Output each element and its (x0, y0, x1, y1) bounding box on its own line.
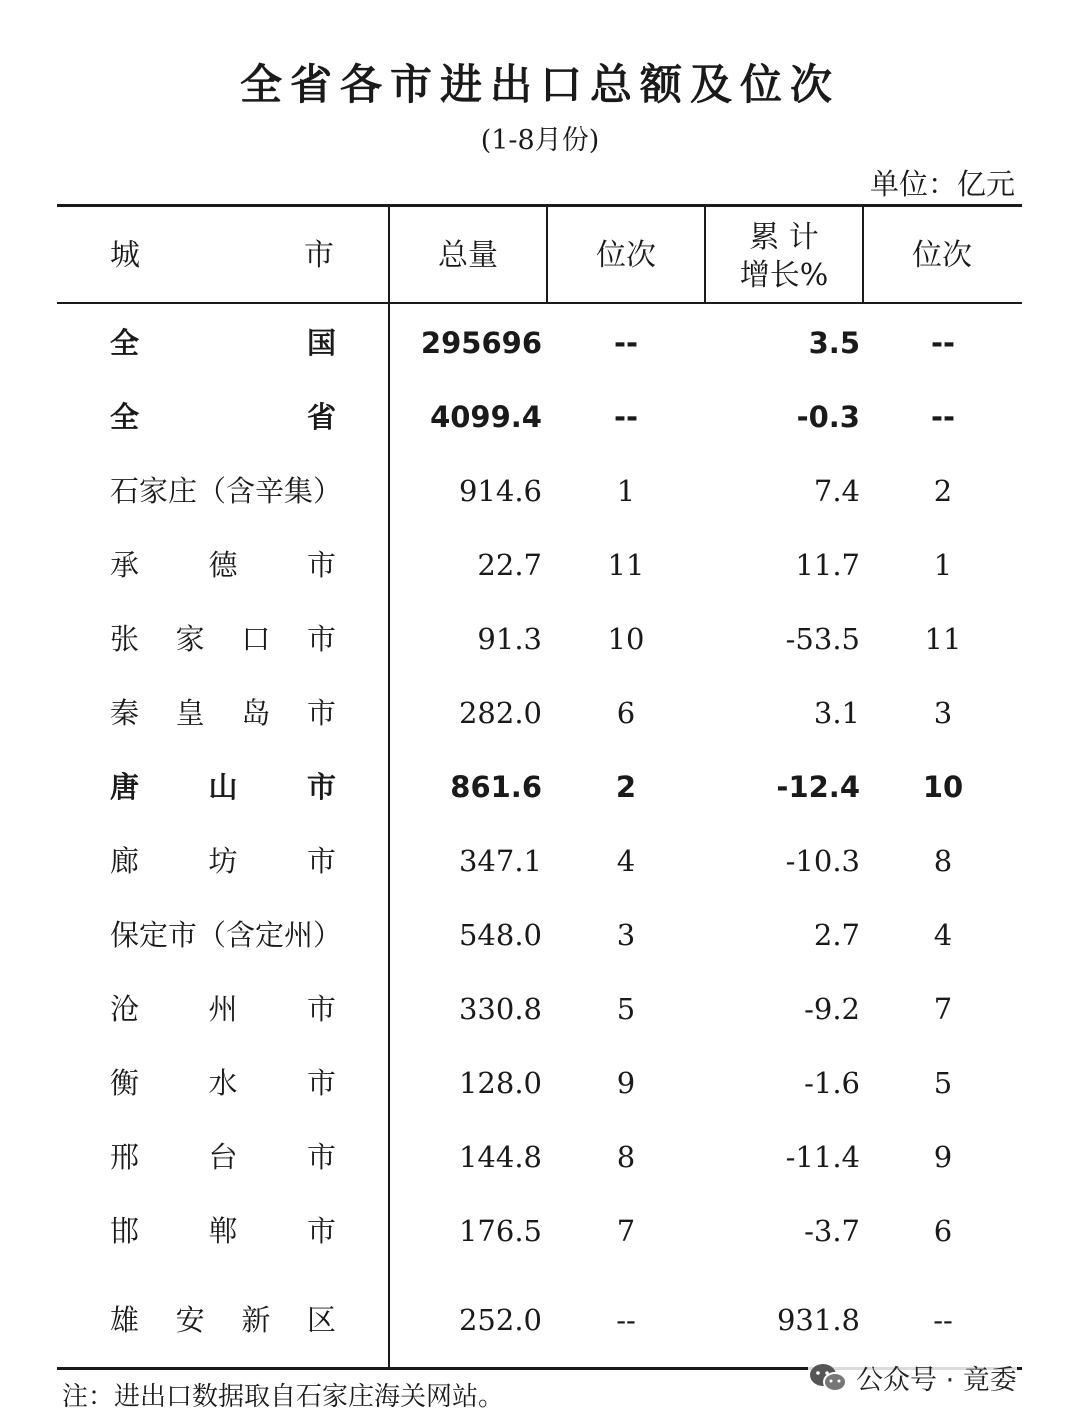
row-total: 347.1 (458, 844, 542, 878)
row-total-rank: -- (616, 1303, 636, 1337)
row-city-part: 廊 (110, 844, 140, 878)
row-city-part: 市 (306, 1214, 336, 1248)
row-city-part: 衡 (110, 1066, 140, 1100)
row-city-part: 沧 (110, 992, 140, 1026)
row-city (110, 323, 336, 363)
row-city (110, 1137, 336, 1177)
row-growth: -0.3 (796, 400, 860, 434)
row-city-part: 邢 (110, 1140, 140, 1174)
row-city-part: 全 (110, 400, 140, 434)
row-total: 176.5 (458, 1214, 542, 1248)
watermark (808, 1358, 1017, 1397)
row-growth: -9.2 (804, 992, 860, 1026)
row-growth-rank: -- (930, 326, 956, 360)
row-total-rank: 9 (616, 1066, 636, 1100)
row-city-part: 雄 (110, 1303, 140, 1337)
row-total-rank: 5 (616, 992, 636, 1026)
row-city (110, 471, 343, 511)
row-total: 914.6 (458, 474, 542, 508)
row-city-part: 市 (306, 622, 336, 656)
row-city-part: 市 (306, 548, 336, 582)
row-city-part: 国 (306, 326, 336, 360)
row-total: 4099.4 (430, 400, 542, 434)
row-city-part: 市 (306, 992, 336, 1026)
row-city-part: 张 (110, 622, 140, 656)
row-growth: 2.7 (813, 918, 860, 952)
row-city (110, 397, 336, 437)
row-city (110, 841, 336, 881)
row-growth: -11.4 (785, 1140, 860, 1174)
row-total-rank: 4 (616, 844, 636, 878)
header-growth-a: 累 计 (749, 220, 819, 255)
row-city-part: 皇 (175, 696, 205, 730)
row-city (110, 619, 336, 659)
row-total: 128.0 (458, 1066, 542, 1100)
row-growth: -12.4 (776, 770, 860, 804)
row-city-part: 水 (208, 1066, 238, 1100)
row-total: 295696 (420, 326, 542, 360)
row-total: 144.8 (458, 1140, 542, 1174)
row-total-rank: 1 (616, 474, 636, 508)
row-growth-rank: 2 (933, 474, 953, 508)
row-city (110, 1211, 336, 1251)
row-city-part: 省 (306, 400, 336, 434)
table-title: 全省各市进出口总额及位次 (239, 60, 840, 109)
row-growth-rank: -- (930, 400, 956, 434)
row-city-part: 州 (208, 992, 238, 1026)
row-city (110, 767, 336, 807)
wechat-icon (808, 1362, 848, 1394)
row-city-part: 承 (110, 548, 140, 582)
row-growth-rank: 3 (933, 696, 953, 730)
row-growth: -3.7 (804, 1214, 860, 1248)
row-total-rank: 8 (616, 1140, 636, 1174)
row-city-part: 市 (306, 844, 336, 878)
row-city-part: 全 (110, 326, 140, 360)
row-city-part: 秦 (110, 696, 140, 730)
row-growth-rank: 4 (933, 918, 953, 952)
row-total: 22.7 (477, 548, 542, 582)
row-total-rank: 6 (616, 696, 636, 730)
row-city-part: 山 (208, 770, 238, 804)
row-growth-rank: 7 (933, 992, 953, 1026)
row-total: 252.0 (458, 1303, 542, 1337)
row-growth-rank: 10 (922, 770, 964, 804)
row-city-part: 保定市（含定州） (110, 918, 343, 952)
row-city-part: 坊 (208, 844, 238, 878)
header-growth-b: 增长% (739, 258, 829, 293)
row-total-rank: -- (613, 400, 639, 434)
row-city-part: 新 (241, 1303, 271, 1337)
row-growth: -10.3 (785, 844, 860, 878)
row-city-part: 邯 (110, 1214, 140, 1248)
header-city-a: 城 (110, 238, 140, 273)
row-city-part: 市 (306, 1066, 336, 1100)
row-city (110, 989, 336, 1029)
table-note: 注：进出口数据取自石家庄海关网站。 (62, 1382, 505, 1412)
row-growth: 3.5 (808, 326, 860, 360)
table-top-rule (57, 204, 1022, 207)
row-total-rank: -- (613, 326, 639, 360)
unit-label: 单位：亿元 (869, 167, 1015, 201)
row-growth-rank: 5 (933, 1066, 953, 1100)
row-growth: 3.1 (813, 696, 860, 730)
row-growth: -53.5 (785, 622, 860, 656)
row-city-part: 家 (175, 622, 205, 656)
header-bottom-rule (57, 302, 1022, 304)
row-total-rank: 3 (616, 918, 636, 952)
row-growth-rank: 8 (933, 844, 953, 878)
row-growth-rank: 9 (933, 1140, 953, 1174)
row-growth: -1.6 (804, 1066, 860, 1100)
row-growth-rank: 6 (933, 1214, 953, 1248)
row-growth-rank: 1 (933, 548, 953, 582)
row-city-part: 郸 (208, 1214, 238, 1248)
header-rank2: 位次 (912, 238, 972, 273)
row-total: 91.3 (477, 622, 542, 656)
row-total: 861.6 (450, 770, 542, 804)
row-city (110, 915, 343, 955)
row-city-part: 德 (208, 548, 238, 582)
header-city-b: 市 (304, 238, 334, 273)
row-growth: 11.7 (795, 548, 860, 582)
row-city-part: 市 (306, 770, 336, 804)
row-growth-rank: 11 (924, 622, 962, 656)
row-growth: 7.4 (813, 474, 860, 508)
row-total-rank: 7 (616, 1214, 636, 1248)
row-city-part: 岛 (241, 696, 271, 730)
row-city-part: 台 (208, 1140, 238, 1174)
row-growth-rank: -- (933, 1303, 953, 1337)
row-city-part: 口 (241, 622, 271, 656)
row-total-rank: 10 (607, 622, 645, 656)
row-growth: 931.8 (776, 1303, 860, 1337)
row-city-part: 市 (306, 696, 336, 730)
row-city-part: 唐 (110, 770, 140, 804)
row-city-part: 市 (306, 1140, 336, 1174)
row-city (110, 1300, 336, 1340)
header-total: 总量 (438, 238, 498, 273)
row-total: 282.0 (458, 696, 542, 730)
row-city-part: 区 (306, 1303, 336, 1337)
watermark-text: 公众号 · 竟委 (856, 1365, 1017, 1396)
row-city (110, 1063, 336, 1103)
header-rank1: 位次 (596, 238, 656, 273)
table-subtitle: (1-8月份) (480, 125, 600, 156)
row-total: 548.0 (458, 918, 542, 952)
row-total: 330.8 (458, 992, 542, 1026)
row-city (110, 545, 336, 585)
row-city (110, 693, 336, 733)
row-city-part: 安 (175, 1303, 205, 1337)
row-total-rank: 11 (607, 548, 645, 582)
row-total-rank: 2 (615, 770, 637, 804)
row-city-part: 石家庄（含辛集） (110, 474, 343, 508)
